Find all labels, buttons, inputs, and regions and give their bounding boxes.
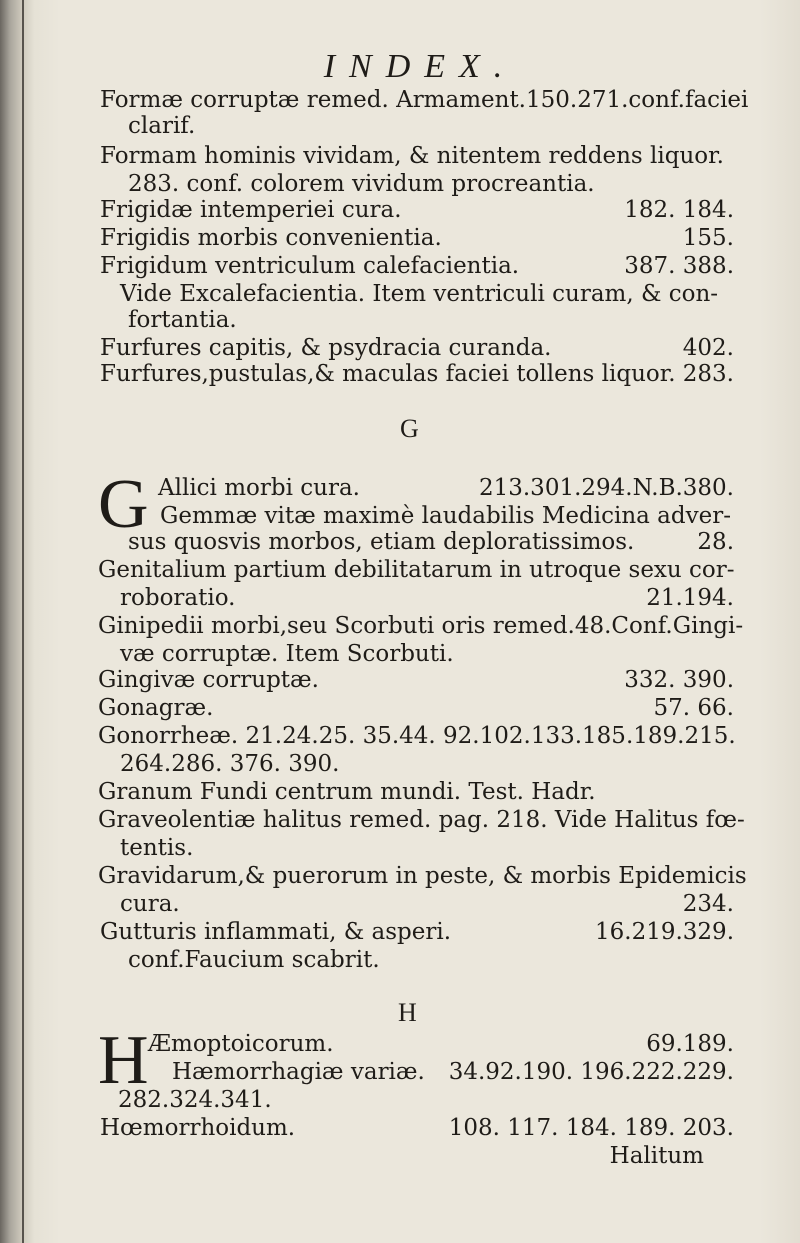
index-entry: Granum Fundi centrum mundi. Test. Hadr.: [98, 779, 596, 805]
index-entry-continuation: 282.324.341.: [118, 1087, 272, 1113]
page-references: 182. 184.: [624, 197, 734, 223]
section-letter-h: H: [398, 998, 417, 1027]
index-entry: Graveolentiæ halitus remed. pag. 218. Vide Halitus fœ-: [98, 807, 745, 833]
index-entry-continuation: sus quosvis morbos, etiam deploratissimos.: [128, 529, 635, 555]
page-references: 16.219.329.: [595, 919, 734, 945]
index-entry: Furfures capitis, & psydracia curanda.: [100, 335, 552, 361]
index-entry: Gemmæ vitæ maximè laudabilis Medicina adver-: [160, 503, 731, 529]
index-entry-continuation: 264.286. 376. 390.: [120, 751, 340, 777]
index-entry-continuation: cura.: [120, 891, 180, 917]
index-entry-continuation: 283. conf. colorem vividum procreantia.: [128, 171, 595, 197]
index-entry: Formam hominis vividam, & nitentem reddens liquor.: [100, 143, 724, 169]
index-entry-continuation: fortantia.: [128, 307, 237, 333]
page-references: 387. 388.: [624, 253, 734, 279]
section-letter-g: G: [400, 414, 419, 443]
index-entry-continuation: væ corruptæ. Item Scorbuti.: [120, 641, 454, 667]
index-entry: Furfures,pustulas,& maculas faciei tollens liquor.: [100, 361, 676, 387]
index-entry-continuation: conf.Faucium scabrit.: [128, 947, 380, 973]
drop-cap-h: H: [98, 1022, 149, 1099]
running-head: INDEX.: [323, 48, 517, 85]
page-references: 69.189.: [646, 1031, 734, 1057]
index-entry-see-also: Vide Excalefacientia. Item ventriculi curam, & con-: [120, 281, 719, 307]
catchword: Halitum: [609, 1143, 704, 1169]
index-entry: Gravidarum,& puerorum in peste, & morbis Epidemicis: [98, 863, 747, 889]
index-entry: Æmoptoicorum.: [148, 1031, 334, 1057]
index-entry: Gingivæ corruptæ.: [98, 667, 319, 693]
index-entry: Ginipedii morbi,seu Scorbuti oris remed.48.Conf.Gingi-: [98, 613, 744, 639]
page-references: 34.92.190. 196.222.229.: [448, 1059, 734, 1085]
index-entry: Gutturis inflammati, & asperi.: [100, 919, 452, 945]
index-entry: Frigidum ventriculum calefacientia.: [100, 253, 520, 279]
page-references: 108. 117. 184. 189. 203.: [448, 1115, 734, 1141]
page-references: 155.: [682, 225, 734, 251]
index-entry: Gonorrheæ. 21.24.25. 35.44. 92.102.133.185.189.215.: [98, 723, 736, 749]
index-entry-continuation: clarif.: [128, 113, 196, 139]
index-entry-continuation: roboratio.: [120, 585, 236, 611]
index-entry: Hæmorrhagiæ variæ.: [172, 1059, 425, 1085]
drop-cap-g: G: [98, 466, 149, 543]
index-entry: Hœmorrhoidum.: [100, 1115, 296, 1141]
index-entry: Allici morbi cura.: [158, 475, 360, 501]
page-references: 234.: [682, 891, 734, 917]
index-entry: Formæ corruptæ remed. Armament.150.271.conf.faciei: [100, 87, 749, 113]
page-references: 21.194.: [646, 585, 734, 611]
page-references: 402.: [682, 335, 734, 361]
page-references: 332. 390.: [624, 667, 734, 693]
index-entry-continuation: tentis.: [120, 835, 194, 861]
page-references: 28.: [697, 529, 734, 555]
index-entry: Gonagræ.: [98, 695, 214, 721]
page-references: 57. 66.: [653, 695, 734, 721]
index-entry: Frigidis morbis convenientia.: [100, 225, 442, 251]
index-entry: Genitalium partium debilitatarum in utroque sexu cor-: [98, 557, 735, 583]
index-entry: Frigidæ intemperiei cura.: [100, 197, 402, 223]
page-references: 283.: [682, 361, 734, 387]
page-references: 213.301.294.N.B.380.: [478, 475, 734, 501]
book-gutter-shadow: [0, 0, 34, 1243]
gutter-rule: [22, 0, 24, 1243]
